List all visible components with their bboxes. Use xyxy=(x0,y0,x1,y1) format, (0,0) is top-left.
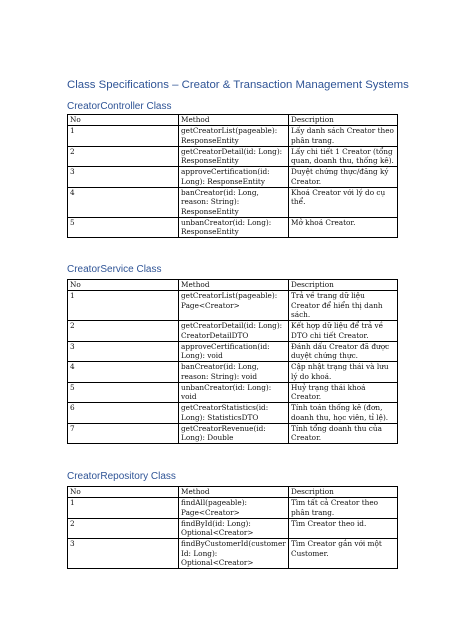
table-header-row xyxy=(68,115,398,126)
creator-controller-table xyxy=(67,114,398,238)
row-description: Tính toán thống kê (đơn, doanh thu, học viên, tỉ lệ). xyxy=(289,403,398,424)
row-no: 2 xyxy=(68,321,179,342)
column-header-description: Description xyxy=(289,487,398,498)
section-heading-creator-controller: CreatorController Class xyxy=(67,101,172,112)
table-row xyxy=(68,167,398,188)
row-method: banCreator(id: Long, reason: String): void xyxy=(179,362,289,383)
table-row xyxy=(68,518,398,539)
column-header-no: No xyxy=(68,487,179,498)
row-description: Huỷ trạng thái khoá Creator. xyxy=(289,382,398,403)
row-no: 5 xyxy=(68,217,179,238)
row-method: getCreatorDetail(id: Long): ResponseEntity xyxy=(179,146,289,167)
row-description: Tính tổng doanh thu của Creator. xyxy=(289,423,398,444)
row-description: Kết hợp dữ liệu để trả về DTO chi tiết Creator. xyxy=(289,321,398,342)
row-description: Mở khoá Creator. xyxy=(289,217,398,238)
row-description: Duyệt chứng thực/đăng ký Creator. xyxy=(289,167,398,188)
row-method: getCreatorStatistics(id: Long): StatisticsDTO xyxy=(179,403,289,424)
row-description: Đánh dấu Creator đã được duyệt chứng thực. xyxy=(289,341,398,362)
row-description: Trả về trang dữ liệu Creator để hiển thị danh sách. xyxy=(289,291,398,321)
table-row xyxy=(68,498,398,519)
row-method: approveCertification(id: Long): void xyxy=(179,341,289,362)
document-title: Class Specifications – Creator & Transaction Management Systems xyxy=(67,79,409,91)
table-row xyxy=(68,539,398,569)
column-header-method: Method xyxy=(179,487,289,498)
row-method: unbanCreator(id: Long): ResponseEntity xyxy=(179,217,289,238)
table-row xyxy=(68,382,398,403)
row-method: findAll(pageable): Page<Creator> xyxy=(179,498,289,519)
creator-service-table xyxy=(67,279,398,444)
row-no: 1 xyxy=(68,498,179,519)
table-header-row xyxy=(68,487,398,498)
column-header-description: Description xyxy=(289,115,398,126)
row-method: findByCustomerId(customerId: Long): Optional<Creator> xyxy=(179,539,289,569)
table-row xyxy=(68,291,398,321)
table-row xyxy=(68,187,398,217)
column-header-no: No xyxy=(68,280,179,291)
section-heading-creator-service: CreatorService Class xyxy=(67,264,162,275)
row-no: 6 xyxy=(68,403,179,424)
table-header-row xyxy=(68,280,398,291)
table-row xyxy=(68,146,398,167)
row-no: 3 xyxy=(68,539,179,569)
column-header-no: No xyxy=(68,115,179,126)
table-row xyxy=(68,403,398,424)
row-method: getCreatorRevenue(id: Long): Double xyxy=(179,423,289,444)
row-no: 4 xyxy=(68,187,179,217)
row-no: 3 xyxy=(68,341,179,362)
row-no: 1 xyxy=(68,291,179,321)
row-description: Tìm tất cả Creator theo phân trang. xyxy=(289,498,398,519)
row-description: Lấy chi tiết 1 Creator (tổng quan, doanh thu, thống kê). xyxy=(289,146,398,167)
row-no: 5 xyxy=(68,382,179,403)
row-method: getCreatorList(pageable): ResponseEntity xyxy=(179,126,289,147)
row-method: unbanCreator(id: Long): void xyxy=(179,382,289,403)
table-row xyxy=(68,423,398,444)
table-row xyxy=(68,126,398,147)
column-header-method: Method xyxy=(179,280,289,291)
row-description: Khoá Creator với lý do cụ thể. xyxy=(289,187,398,217)
row-description: Tìm Creator theo id. xyxy=(289,518,398,539)
creator-repository-table xyxy=(67,486,398,569)
row-method: findById(id: Long): Optional<Creator> xyxy=(179,518,289,539)
table-row xyxy=(68,321,398,342)
row-no: 2 xyxy=(68,518,179,539)
row-no: 4 xyxy=(68,362,179,383)
column-header-method: Method xyxy=(179,115,289,126)
row-method: approveCertification(id: Long): ResponseEntity xyxy=(179,167,289,188)
row-no: 2 xyxy=(68,146,179,167)
table-row xyxy=(68,362,398,383)
row-description: Lấy danh sách Creator theo phân trang. xyxy=(289,126,398,147)
row-no: 1 xyxy=(68,126,179,147)
column-header-description: Description xyxy=(289,280,398,291)
row-method: banCreator(id: Long, reason: String): ResponseEntity xyxy=(179,187,289,217)
row-no: 3 xyxy=(68,167,179,188)
row-no: 7 xyxy=(68,423,179,444)
table-row xyxy=(68,217,398,238)
row-method: getCreatorList(pageable): Page<Creator> xyxy=(179,291,289,321)
row-description: Tìm Creator gắn với một Customer. xyxy=(289,539,398,569)
row-description: Cập nhật trạng thái và lưu lý do khoá. xyxy=(289,362,398,383)
row-method: getCreatorDetail(id: Long): CreatorDetailDTO xyxy=(179,321,289,342)
table-row xyxy=(68,341,398,362)
section-heading-creator-repository: CreatorRepository Class xyxy=(67,471,176,482)
